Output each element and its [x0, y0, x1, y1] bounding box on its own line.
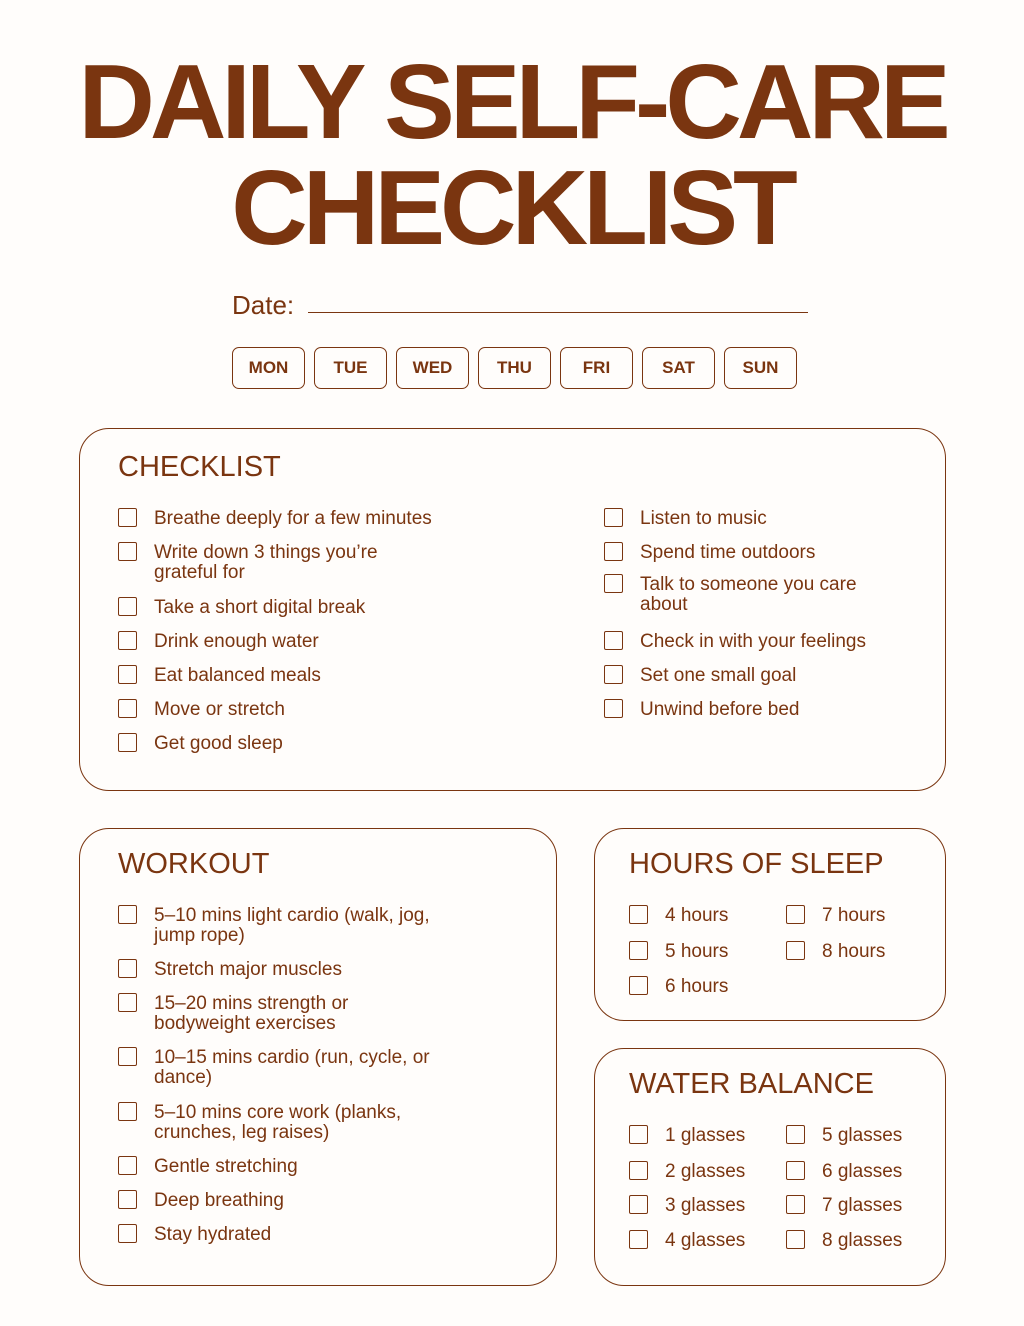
checkbox[interactable]	[118, 1190, 137, 1209]
checklist-item	[604, 632, 904, 652]
checkbox[interactable]	[629, 976, 648, 995]
date-label: Date:	[232, 290, 295, 320]
checkbox[interactable]	[786, 941, 805, 960]
checklist-item	[604, 700, 904, 720]
checkbox[interactable]	[629, 1161, 648, 1180]
checklist-item	[118, 700, 458, 720]
checklist-item-label: Take a short digital break	[154, 597, 366, 618]
checklist-item-label: Unwind before bed	[640, 699, 800, 720]
water-option-label: 4 glasses	[665, 1230, 746, 1251]
checklist-item	[604, 575, 864, 615]
sleep-option	[629, 942, 728, 962]
checklist-panel	[79, 428, 946, 791]
checkbox[interactable]	[118, 699, 137, 718]
day-sun[interactable]: SUN	[724, 347, 797, 389]
checklist-item-label: Write down 3 things you’re grateful for	[154, 542, 378, 583]
sleep-option-label: 4 hours	[665, 905, 729, 926]
page-title-line-2: CHECKLIST	[231, 149, 793, 267]
water-option	[786, 1162, 902, 1182]
sleep-option-label: 6 hours	[665, 976, 729, 997]
sleep-option	[629, 977, 728, 997]
checklist-item	[118, 509, 458, 529]
day-sat[interactable]: SAT	[642, 347, 715, 389]
checkbox[interactable]	[118, 905, 137, 924]
day-mon[interactable]: MON	[232, 347, 305, 389]
checklist-item	[604, 543, 904, 563]
checklist-item-label: Set one small goal	[640, 665, 797, 686]
workout-item	[118, 1157, 458, 1177]
checkbox[interactable]	[629, 1195, 648, 1214]
checkbox[interactable]	[118, 1224, 137, 1243]
checklist-item-label: Listen to music	[640, 508, 767, 529]
sleep-option	[786, 906, 885, 926]
workout-item-label: Stretch major muscles	[154, 959, 342, 980]
water-option-label: 5 glasses	[822, 1125, 903, 1146]
workout-item-label: Stay hydrated	[154, 1224, 272, 1245]
water-option	[629, 1162, 745, 1182]
checkbox[interactable]	[604, 699, 623, 718]
checkbox[interactable]	[786, 1161, 805, 1180]
checkbox[interactable]	[118, 1102, 137, 1121]
checkbox[interactable]	[786, 1195, 805, 1214]
checkbox[interactable]	[118, 1047, 137, 1066]
workout-heading: WORKOUT	[118, 848, 270, 880]
checkbox[interactable]	[118, 993, 137, 1012]
checkbox[interactable]	[118, 508, 137, 527]
checklist-item-label: Eat balanced meals	[154, 665, 321, 686]
sleep-panel	[594, 828, 946, 1021]
sleep-option-label: 8 hours	[822, 941, 886, 962]
checkbox[interactable]	[786, 1125, 805, 1144]
checkbox[interactable]	[786, 905, 805, 924]
checklist-heading: CHECKLIST	[118, 451, 281, 483]
water-option-label: 1 glasses	[665, 1125, 746, 1146]
sleep-option-label: 7 hours	[822, 905, 886, 926]
water-panel	[594, 1048, 946, 1286]
water-option	[786, 1231, 902, 1251]
checkbox[interactable]	[604, 574, 623, 593]
water-option-label: 7 glasses	[822, 1195, 903, 1216]
checkbox[interactable]	[118, 1156, 137, 1175]
workout-item	[118, 960, 458, 980]
workout-item	[118, 906, 458, 946]
water-option-label: 3 glasses	[665, 1195, 746, 1216]
water-option	[786, 1126, 902, 1146]
workout-item-label: 5–10 mins core work (planks, crunches, leg raises)	[154, 1102, 402, 1143]
checkbox[interactable]	[629, 941, 648, 960]
workout-item	[118, 994, 388, 1034]
checkbox[interactable]	[786, 1230, 805, 1249]
date-input-line[interactable]	[308, 312, 808, 313]
workout-item-label: 15–20 mins strength or bodyweight exercises	[154, 993, 349, 1034]
water-option	[629, 1196, 745, 1216]
checkbox[interactable]	[118, 542, 137, 561]
page-title-line-1: DAILY SELF-CARE	[78, 43, 946, 161]
sleep-option-label: 5 hours	[665, 941, 729, 962]
workout-item-label: Deep breathing	[154, 1190, 284, 1211]
checkbox[interactable]	[629, 905, 648, 924]
water-option	[786, 1196, 902, 1216]
checkbox[interactable]	[629, 1125, 648, 1144]
workout-item	[118, 1191, 458, 1211]
checklist-item	[118, 543, 418, 583]
checkbox[interactable]	[604, 508, 623, 527]
checkbox[interactable]	[118, 631, 137, 650]
workout-panel	[79, 828, 557, 1286]
checklist-item-label: Talk to someone you care about	[640, 574, 857, 615]
workout-item	[118, 1103, 428, 1143]
sleep-heading: HOURS OF SLEEP	[629, 848, 884, 880]
workout-item-label: 10–15 mins cardio (run, cycle, or dance)	[154, 1047, 430, 1088]
checkbox[interactable]	[118, 733, 137, 752]
checklist-item	[118, 734, 458, 754]
checkbox[interactable]	[118, 665, 137, 684]
workout-item-label: 5–10 mins light cardio (walk, jog, jump rope)	[154, 905, 430, 946]
day-wed[interactable]: WED	[396, 347, 469, 389]
checkbox[interactable]	[604, 665, 623, 684]
checklist-item	[604, 666, 904, 686]
checklist-item-label: Move or stretch	[154, 699, 285, 720]
checkbox[interactable]	[118, 959, 137, 978]
checkbox[interactable]	[118, 597, 137, 616]
weekday-selector	[232, 347, 797, 389]
water-heading: WATER BALANCE	[629, 1068, 874, 1100]
sleep-option	[786, 942, 885, 962]
workout-item-label: Gentle stretching	[154, 1156, 298, 1177]
workout-item	[118, 1225, 458, 1245]
checklist-item-label: Get good sleep	[154, 733, 283, 754]
checklist-item	[604, 509, 904, 529]
checkbox[interactable]	[604, 631, 623, 650]
checklist-item	[118, 666, 458, 686]
checklist-item-label: Spend time outdoors	[640, 542, 816, 563]
day-tue[interactable]: TUE	[314, 347, 387, 389]
checklist-item-label: Breathe deeply for a few minutes	[154, 508, 432, 529]
workout-item	[118, 1048, 458, 1088]
checklist-item-label: Drink enough water	[154, 631, 319, 652]
checklist-item-label: Check in with your feelings	[640, 631, 866, 652]
water-option	[629, 1231, 745, 1251]
water-option-label: 6 glasses	[822, 1161, 903, 1182]
day-fri[interactable]: FRI	[560, 347, 633, 389]
checkbox[interactable]	[629, 1230, 648, 1249]
sleep-option	[629, 906, 728, 926]
day-thu[interactable]: THU	[478, 347, 551, 389]
checklist-item	[118, 632, 458, 652]
water-option-label: 8 glasses	[822, 1230, 903, 1251]
water-option-label: 2 glasses	[665, 1161, 746, 1182]
water-option	[629, 1126, 745, 1146]
checklist-item	[118, 598, 458, 618]
checkbox[interactable]	[604, 542, 623, 561]
